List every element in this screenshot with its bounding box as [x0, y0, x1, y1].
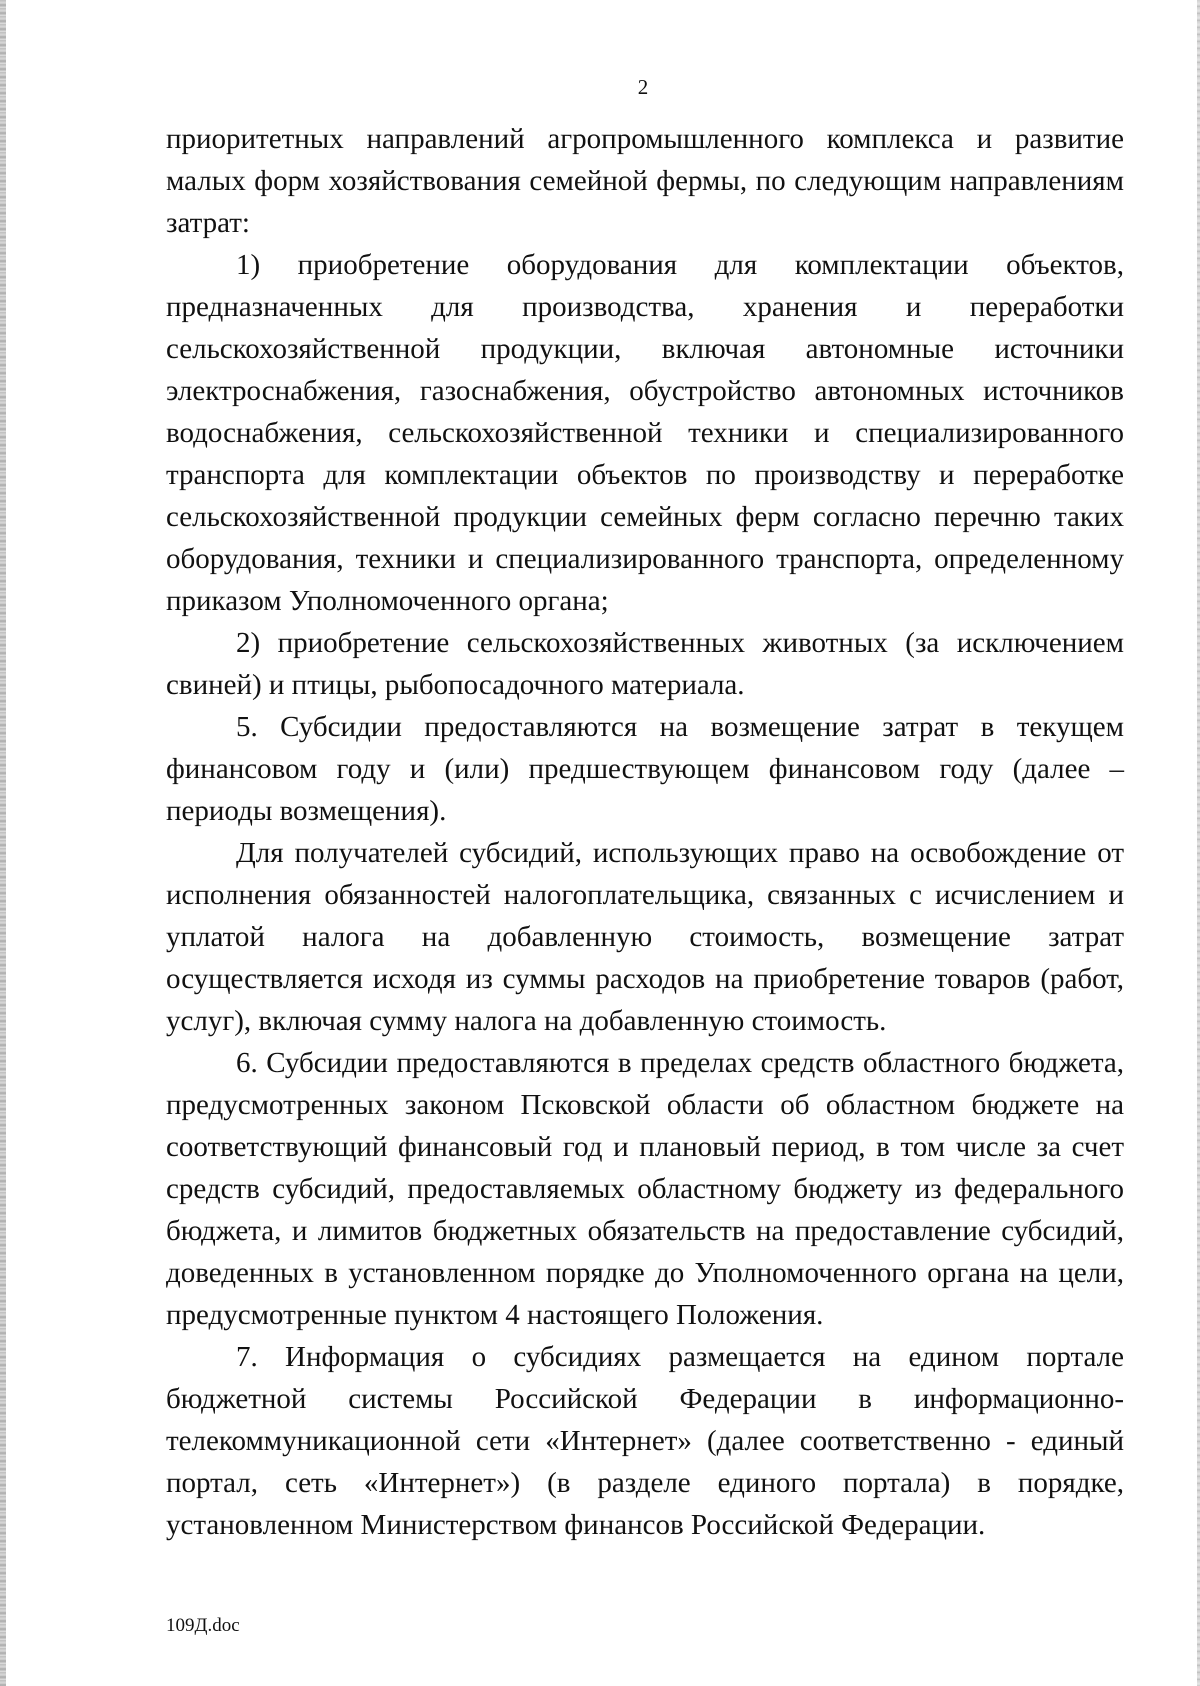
paragraph-continuation: приоритетных направлений агропромышленного комплекса и развитие малых форм хозяйствования семейной фермы, по следующим направлениям затрат: — [166, 123, 1124, 239]
paragraph-item-1: 1) приобретение оборудования для комплектации объектов, предназначенных для производства, хранения и переработки сельскохозяйственной продукции, включая автономные источники электроснабжения, газоснабжения, обустройство автономных источников водоснабжения, сельскохозяйственной техники и специализированного транспорта для комплектации объектов по производству и переработке сельскохозяйственной продукции семейных ферм согласно перечню таких оборудования, техники и специализированного транспорта, определенному приказом Уполномоченного органа; — [166, 249, 1124, 617]
scan-edge-left — [0, 0, 6, 1686]
paragraph-clause-7: 7. Информация о субсидиях размещается на едином портале бюджетной системы Российской Федерации в информационно-телекоммуникационной сети «Интернет» (далее соответственно - единый портал, сеть «Интернет») (в разделе единого портала) в порядке, установленном Министерством финансов Российской Федерации. — [166, 1341, 1124, 1541]
page-number: 2 — [637, 75, 649, 99]
paragraph-clause-5: 5. Субсидии предоставляются на возмещение затрат в текущем финансовом году и (или) предшествующем финансовом году (далее – периоды возмещения). — [166, 711, 1124, 827]
document-body — [166, 118, 1124, 1546]
footer-filename: 109Д.doc — [166, 1615, 240, 1636]
paragraph-item-2: 2) приобретение сельскохозяйственных животных (за исключением свиней) и птицы, рыбопосадочного материала. — [166, 627, 1124, 701]
paragraph-clause-6: 6. Субсидии предоставляются в пределах средств областного бюджета, предусмотренных законом Псковской области об областном бюджете на соответствующий финансовый год и плановый период, в том числе за счет средств субсидий, предоставляемых областному бюджету из федерального бюджета, и лимитов бюджетных обязательств на предоставление субсидий, доведенных в установленном порядке до Уполномоченного органа на цели, предусмотренные пунктом 4 настоящего Положения. — [166, 1047, 1124, 1331]
paragraph-vat-note: Для получателей субсидий, использующих право на освобождение от исполнения обязанностей налогоплательщика, связанных с исчислением и уплатой налога на добавленную стоимость, возмещение затрат осуществляется исходя из суммы расходов на приобретение товаров (работ, услуг), включая сумму налога на добавленную стоимость. — [166, 837, 1124, 1037]
